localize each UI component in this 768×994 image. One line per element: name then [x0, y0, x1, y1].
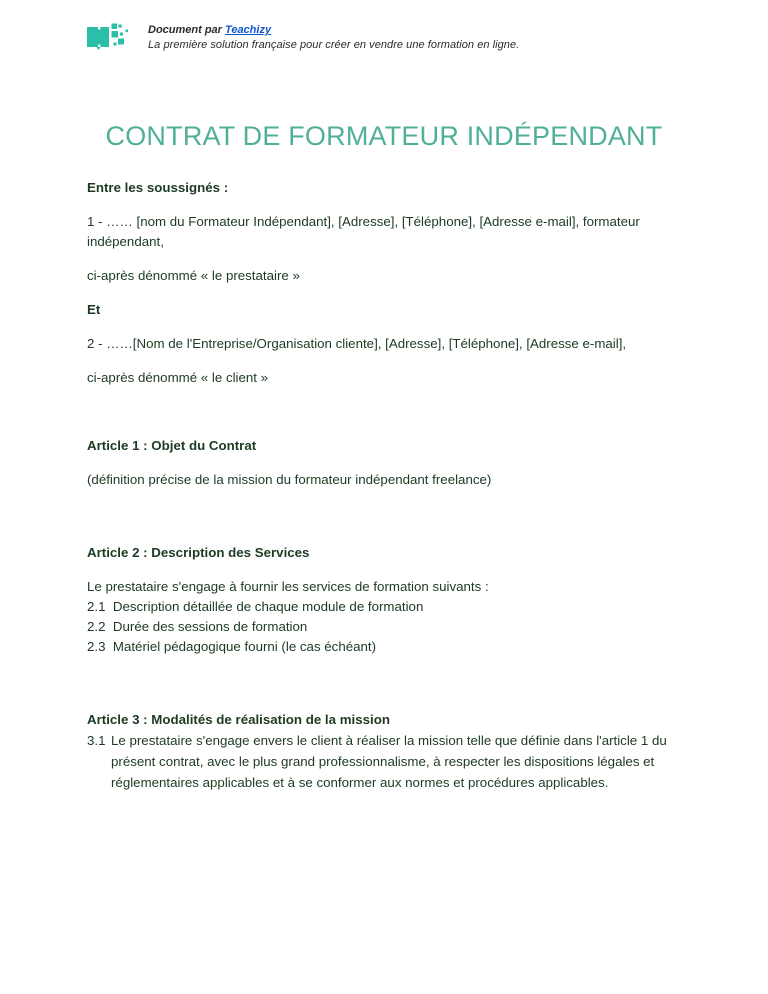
article-3-heading: Article 3 : Modalités de réalisation de la mission [87, 712, 390, 727]
parties-heading: Entre les soussignés : [87, 180, 229, 195]
article-2-intro: Le prestataire s'engage à fournir les services de formation suivants : [87, 579, 489, 594]
document-body [87, 178, 667, 793]
article-3-item-1-text: Le prestataire s'engage envers le client à réaliser la mission telle que définie dans l'article 1 du présent contrat, avec le plus grand professionnalisme, à respecter les dispositions légales et réglementaires applicables et à se conformer aux normes et procédures applicables. [111, 733, 667, 790]
party-2-alias: ci-après dénommé « le client » [87, 370, 269, 385]
document-credit-prefix: Document par [148, 24, 226, 36]
teachizy-book-pixel-logo-icon [87, 23, 135, 56]
article-2-item-3-text: Matériel pédagogique fourni (le cas échéant) [112, 639, 377, 654]
article-2-item-2 [87, 617, 649, 637]
article-2-item-3-number: 2.3 [87, 639, 106, 654]
article-2-item-2-text: Durée des sessions de formation [112, 619, 308, 634]
article-2-item-1-number: 2.1 [87, 599, 106, 614]
article-2-heading: Article 2 : Description des Services [87, 545, 310, 560]
brand-text-block [148, 22, 519, 53]
party-1-alias: ci-après dénommé « le prestataire » [87, 268, 300, 283]
article-1-heading: Article 1 : Objet du Contrat [87, 438, 257, 453]
article-2-item-2-number: 2.2 [87, 619, 106, 634]
article-2-item-3 [87, 637, 649, 657]
article-3-item-1-number: 3.1 [87, 733, 106, 748]
party-1-text: 1 - …… [nom du Formateur Indépendant], [Adresse], [Téléphone], [Adresse e-mail], formateur indépendant, [87, 214, 640, 249]
teachizy-link[interactable]: Teachizy [225, 24, 272, 36]
party-2-text: 2 - ……[Nom de l'Entreprise/Organisation cliente], [Adresse], [Téléphone], [Adresse e-mail], [87, 336, 627, 351]
parties-conjunction: Et [87, 302, 101, 317]
document-header [87, 22, 519, 56]
page-title: CONTRAT DE FORMATEUR INDÉPENDANT [105, 121, 663, 152]
article-3-item-1 [87, 730, 675, 793]
article-1-body: (définition précise de la mission du formateur indépendant freelance) [87, 472, 492, 487]
article-2-item-1-text: Description détaillée de chaque module de formation [112, 599, 424, 614]
brand-tagline: La première solution française pour créer en vendre une formation en ligne. [148, 39, 520, 51]
article-2-item-1 [87, 597, 649, 617]
document-credit-line [148, 23, 519, 38]
